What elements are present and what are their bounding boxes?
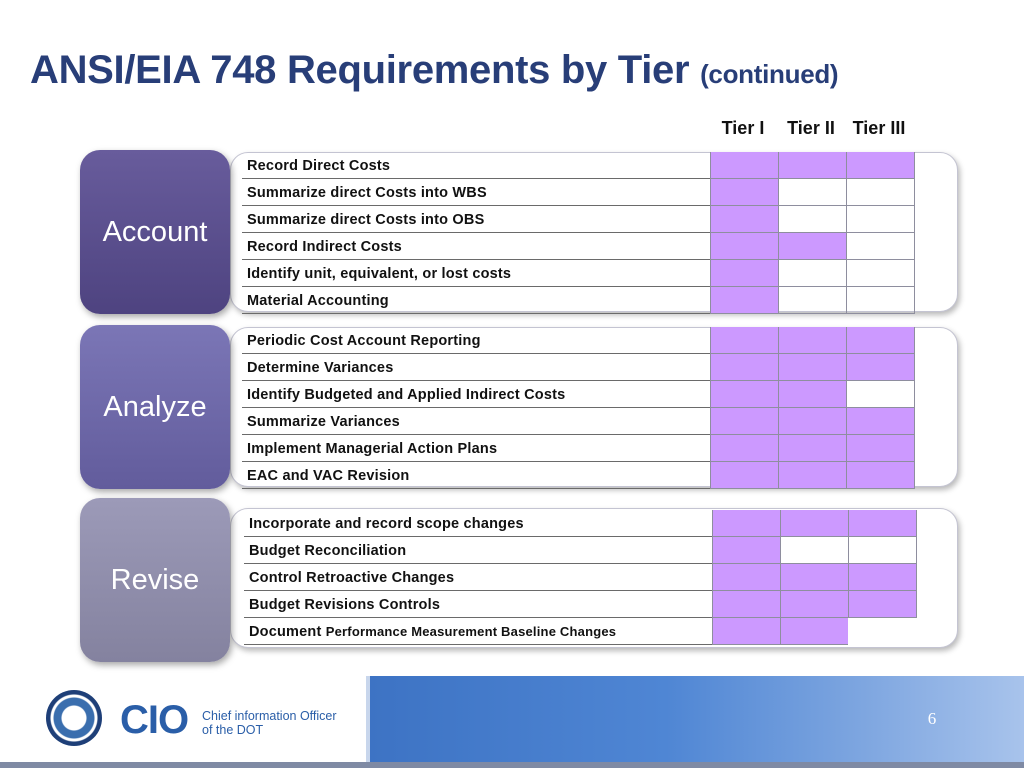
tier-cell (778, 408, 846, 435)
row-label: Summarize Variances (242, 408, 713, 435)
tier-cell (778, 327, 846, 354)
tier-cell (710, 435, 778, 462)
cio-logo: CIO (120, 698, 189, 742)
tier-cell (710, 354, 778, 381)
tier-cell (780, 537, 848, 564)
row-label: Summarize direct Costs into OBS (242, 206, 713, 233)
tier-cell (846, 327, 915, 354)
row-label: Record Direct Costs (242, 152, 713, 179)
tier-cell (846, 287, 915, 314)
tier-cell (712, 564, 780, 591)
tier-cell (848, 564, 917, 591)
cio-logo-subtitle (202, 709, 337, 737)
tier-cell (778, 152, 846, 179)
tier-cell (780, 510, 848, 537)
row-label: Budget Revisions Controls (244, 591, 715, 618)
tier-cell (780, 618, 848, 645)
tier-cell (846, 381, 915, 408)
tier-header-1: Tier I (721, 118, 765, 138)
tier-cell (712, 591, 780, 618)
row-label: Determine Variances (242, 354, 713, 381)
tier-header-3: Tier III (852, 118, 906, 138)
tier-cell (846, 152, 915, 179)
tier-cell (780, 591, 848, 618)
group-label-analyze: Analyze (80, 325, 230, 489)
group-label-account: Account (80, 150, 230, 314)
tier-cell (710, 260, 778, 287)
tier-cell (780, 564, 848, 591)
group-account (80, 150, 960, 314)
dot-seal-logo (46, 690, 102, 746)
row-label: Implement Managerial Action Plans (242, 435, 713, 462)
tier-cell (710, 462, 778, 489)
tier-cell (778, 179, 846, 206)
tier-cell (710, 408, 778, 435)
tier-cell (710, 327, 778, 354)
tier-cell (710, 287, 778, 314)
slide-title (30, 48, 838, 93)
row-label: Material Accounting (242, 287, 713, 314)
tier-header-2: Tier II (787, 118, 835, 138)
tier-cell (846, 260, 915, 287)
slide-title-main: ANSI/EIA 748 Requirements by Tier (30, 48, 690, 92)
tier-cell (710, 179, 778, 206)
tier-cell (846, 435, 915, 462)
tier-cell (778, 381, 846, 408)
tier-cell (846, 179, 915, 206)
tier-cell (712, 537, 780, 564)
tier-cell (846, 354, 915, 381)
row-label-main: Document (249, 624, 322, 640)
row-label: EAC and VAC Revision (242, 462, 713, 489)
row-label: Identify Budgeted and Applied Indirect Costs (242, 381, 713, 408)
row-label (244, 618, 715, 645)
cio-subtitle-line-1: Chief information Officer (202, 709, 337, 723)
tier-cell (846, 408, 915, 435)
tier-cell (712, 618, 780, 645)
tier-cell (778, 260, 846, 287)
tier-cell (778, 206, 846, 233)
slide-title-suffix: (continued) (700, 59, 839, 89)
tier-cell (778, 233, 846, 260)
group-revise (80, 498, 960, 662)
tier-cell (778, 435, 846, 462)
tier-cell (848, 591, 917, 618)
tier-cell (710, 233, 778, 260)
tier-cell (848, 510, 917, 537)
tier-cell (710, 381, 778, 408)
tier-cell (846, 462, 915, 489)
row-label: Periodic Cost Account Reporting (242, 327, 713, 354)
tier-cell (778, 354, 846, 381)
cio-subtitle-line-2: of the DOT (202, 723, 264, 737)
row-label: Identify unit, equivalent, or lost costs (242, 260, 713, 287)
row-label: Control Retroactive Changes (244, 564, 715, 591)
tier-cell (848, 537, 917, 564)
page-number: 6 (927, 709, 937, 728)
group-label-revise: Revise (80, 498, 230, 662)
row-label: Incorporate and record scope changes (244, 510, 715, 537)
tier-cell (710, 206, 778, 233)
group-analyze (80, 325, 960, 489)
tier-cell (778, 287, 846, 314)
tier-cell (712, 510, 780, 537)
tier-cell (846, 233, 915, 260)
tier-cell (846, 206, 915, 233)
tier-cell (710, 152, 778, 179)
row-label: Record Indirect Costs (242, 233, 713, 260)
row-label: Budget Reconciliation (244, 537, 715, 564)
row-label-small: Performance Measurement Baseline Changes (325, 624, 617, 639)
row-label: Summarize direct Costs into WBS (242, 179, 713, 206)
bottom-divider (0, 762, 1024, 768)
tier-cell (778, 462, 846, 489)
